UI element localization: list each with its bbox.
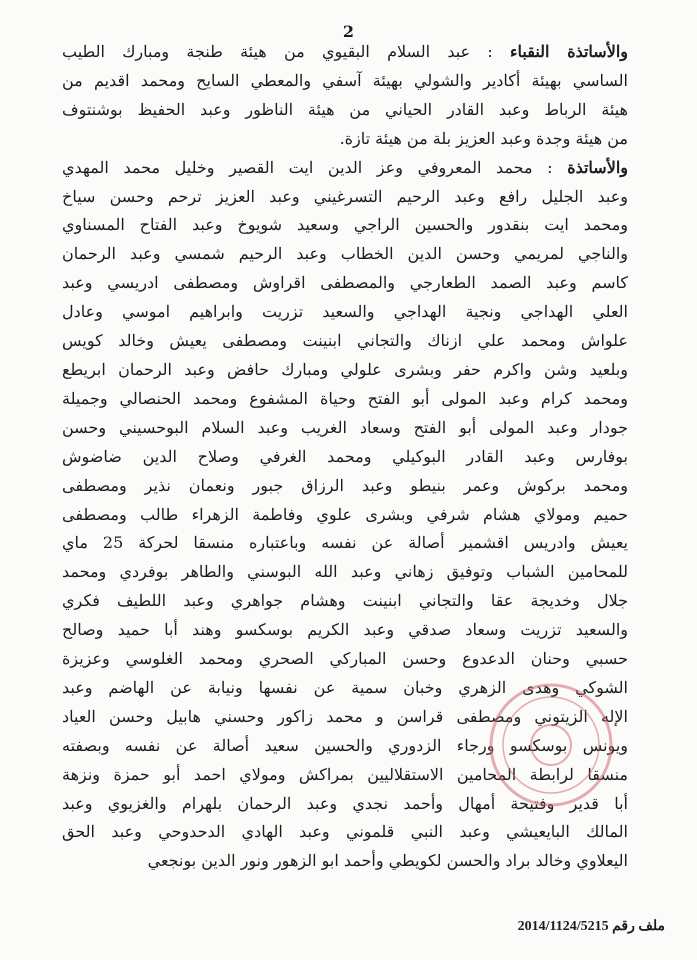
text-line: اليعلاوي وخالد براد والحسن لكويطي وأحمد ابو الزهور ونور الدين بونجعي <box>147 851 628 871</box>
party-label: والأساتذة النقباء <box>510 42 628 61</box>
text-line: الشوكي وهدى الزهري وخبان سمية عن نفسها ونيابة عن الهاضم وعبد <box>62 677 628 697</box>
text-line: وبلعيد وشن واكرم حفر وبشرى علولي ومبارك حافض وعبد الرحمان ابريطع <box>62 359 628 379</box>
text-line: والسعيد تزريت وسعاد صدقي وعبد الكريم بوسكسو وهند أبا حميد وصالح <box>62 620 628 640</box>
line-text: : عبد السلام البقيوي من هيئة طنجة ومبارك الطيب <box>62 42 493 61</box>
party-label: والأساتذة <box>567 157 628 177</box>
text-line: ومحمد كرام وعبد المولى أبو الفتح وحياة المشفوع ومحمد الحنصالي وجميلة <box>62 388 628 408</box>
page-number: 2 <box>342 22 355 41</box>
text-line: منسقا لرابطة المحامين الاستقلاليين بمراكش ومولاي احمد أبو حمزة ونزهة <box>62 764 628 784</box>
text-line: العلي الهداجي ونجية الهداجي والسعيد تزريت وابراهيم اموسي وعادل <box>62 302 628 322</box>
text-line: الساسي بهيئة أكادير والشولي بهيئة آسفي والمعطي السايح ومحمد اقديم من <box>62 70 628 90</box>
text-line: ويونس بوسكسو ورجاء الزدوري والحسين سعيد أصالة عن نفسه وبصفته <box>62 735 628 755</box>
text-line: كاسم وعبد الصمد الطعارجي والمصطفى اقراوش ومصطفى ادريسي وعبد <box>62 273 628 293</box>
text-line: الإله الزيتوني ومصطفى قراسن و محمد زاكور وحسني هابيل وحسن العياد <box>62 706 628 726</box>
document-body <box>62 38 628 876</box>
text-line: جلال وخديجة عقا والتجاني ابنينت وهشام جواهري وعبد اللطيف فكري <box>62 591 628 611</box>
text-line: جودار وعبد المولى أبو الفتح وسعاد الغريب وعبد السلام البوحسيني وحسن <box>62 417 628 437</box>
file-number-value: 2014/1124/5215 <box>517 919 609 934</box>
text-line: حميم ومولاي هشام شرفي وبشرى علوي وفاطمة الزهراء طالب ومصطفى <box>62 504 628 524</box>
text-line: يعيش وادريس اقشمير أصالة عن نفسه وباعتباره منسقا لحركة 25 ماي <box>62 533 628 553</box>
text-line: بوفارس وعبد القادر البوكيلي ومحمد الغرفي وصلاح الدين ضاضوش <box>62 446 628 466</box>
text-line: حسبي وحنان الدعدوع وحسن المباركي الصحري ومحمد الغلوسي وعزيزة <box>62 649 628 669</box>
text-line: هيئة الرباط وعبد القادر الحياني من هيئة الناظور وعبد الحفيظ بوشنتوف <box>62 99 628 119</box>
text-line: من هيئة وجدة وعبد العزيز بلة من هيئة تازة. <box>339 128 628 148</box>
text-line: ومحمد بركوش وعمر بنيطو وعبد الرزاق جبور ونعمان نذير ومصطفى <box>62 475 628 495</box>
text-line: وعبد الجليل رافع وعبد الرحيم التسرغيني وعبد العزيز ترحم وحسن سياخ <box>62 186 628 206</box>
text-line: المالك البايعيشي وعبد النبي قلموني وعبد الهادي الدحدوحي وعبد الحق <box>62 822 628 842</box>
page-footer <box>0 918 697 948</box>
text-line: علواش ومحمد علي ازناك والتجاني ابنينت ومصطفى يعيش وخالد كويس <box>62 331 628 351</box>
text-line: للمحامين الشباب وتوفيق زهاني وعبد الله البوسني والطاهر بوفردي ومحمد <box>62 562 628 582</box>
text-line <box>62 38 628 67</box>
text-line: أبا قدير وفتيحة أمهال وأحمد نجدي وعبد الرحمان بلهرام والغزيوي وعبد <box>62 793 628 813</box>
text-line: والناجي لمريمي وحسن الدين الخطاب وعبد الرحيم شمسي وعبد الرحمان <box>62 244 628 264</box>
line-text: : محمد المعروفي وعز الدين ايت القصير وخليل محمد المهدي <box>62 157 553 177</box>
text-line: ومحمد ايت بنقدور والحسين الراجي وسعيد شويوخ وعبد الفتاح المسناوي <box>62 215 628 235</box>
file-reference <box>518 918 665 935</box>
file-label: ملف رقم <box>612 919 665 934</box>
text-line <box>62 154 628 183</box>
